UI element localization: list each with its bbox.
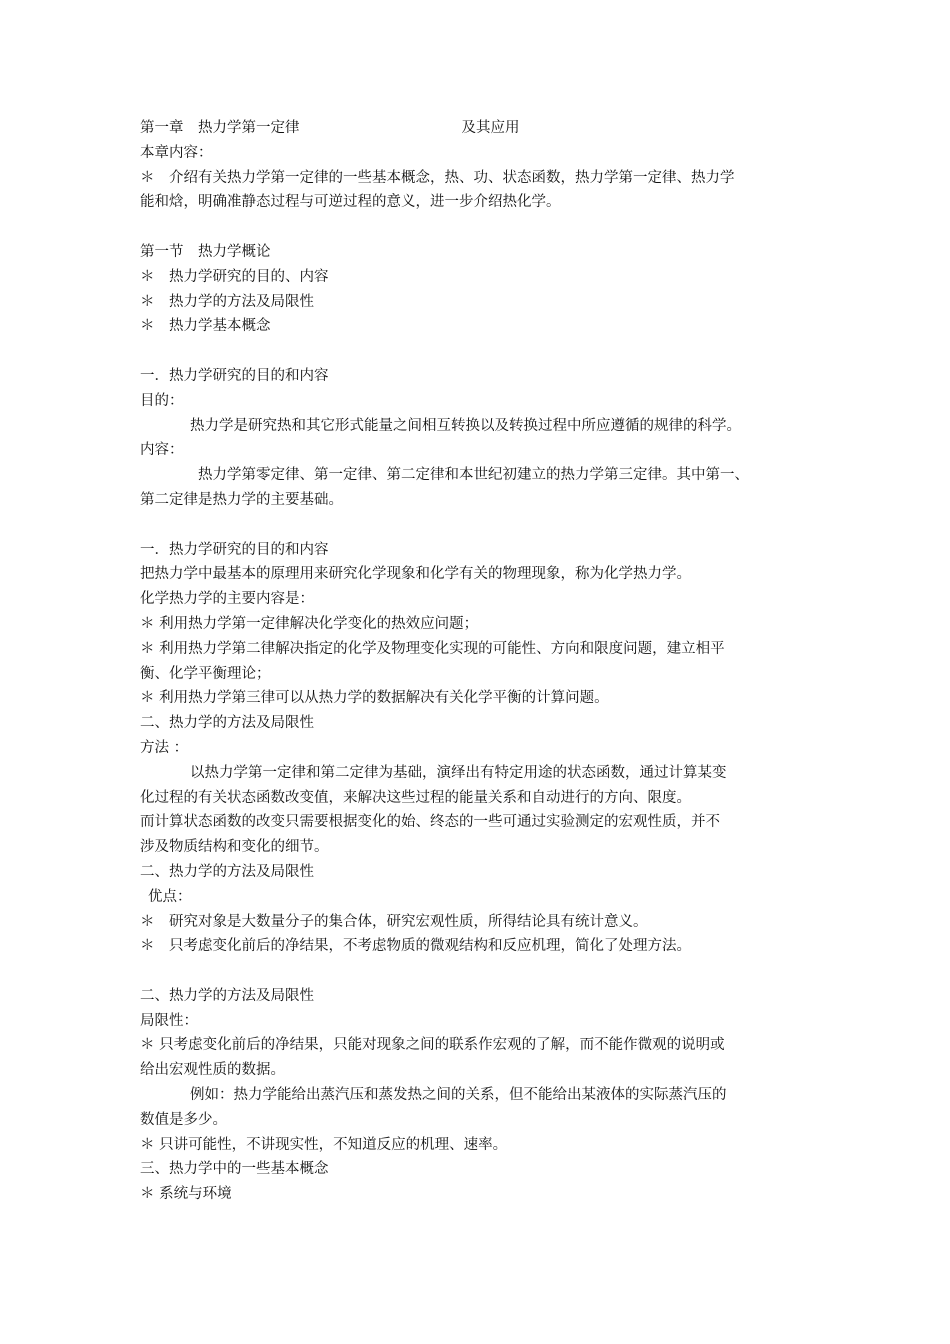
section-item: ＊ 热力学基本概念 — [140, 318, 271, 335]
advantages-heading: 二、热力学的方法及局限性 — [140, 863, 314, 880]
chem-heading: 一．热力学研究的目的和内容 — [140, 541, 329, 558]
purpose-label: 目的： — [140, 392, 184, 409]
chem-line: ＊ 利用热力学第三律可以从热力学的数据解决有关化学平衡的计算问题。 — [140, 690, 609, 707]
limitations-line: 给出宏观性质的数据。 — [140, 1062, 285, 1079]
section-item: ＊ 热力学的方法及局限性 — [140, 293, 314, 310]
method-line: 化过程的有关状态函数改变值，来解决这些过程的能量关系和自动进行的方向、限度。 — [140, 789, 691, 806]
chapter-title — [140, 116, 830, 141]
limitations-example: 例如：热力学能给出蒸汽压和蒸发热之间的关系，但不能给出某液体的实际蒸汽压的 — [190, 1087, 727, 1104]
content-text: 热力学第零定律、第一定律、第二定律和本世纪初建立的热力学第三定律。其中第一、 — [198, 467, 749, 484]
blank-line — [140, 215, 830, 240]
concepts-line: ＊ 系统与环境 — [140, 1186, 232, 1203]
limitations-line: ＊ 只讲可能性，不讲现实性，不知道反应的机理、速率。 — [140, 1136, 508, 1153]
purpose-heading: 一．热力学研究的目的和内容 — [140, 367, 329, 384]
method-line: 以热力学第一定律和第二定律为基础，演绎出有特定用途的状态函数，通过计算某变 — [190, 764, 727, 781]
blank-line — [140, 339, 830, 364]
concepts-heading: 三、热力学中的一些基本概念 — [140, 1161, 329, 1178]
method-line: 涉及物质结构和变化的细节。 — [140, 839, 329, 856]
purpose-text: 热力学是研究热和其它形式能量之间相互转换以及转换过程中所应遵循的规律的科学。 — [190, 417, 741, 434]
section-title: 第一节 热力学概论 — [140, 243, 271, 260]
summary-line: ＊ 介绍有关热力学第一定律的一些基本概念，热、功、状态函数，热力学第一定律、热力学 — [140, 169, 735, 186]
chem-line: ＊ 利用热力学第一定律解决化学变化的热效应问题； — [140, 615, 479, 632]
advantages-line: ＊ 只考虑变化前后的净结果，不考虑物质的微观结构和反应机理，简化了处理方法。 — [140, 938, 691, 955]
chapter-title-right: 及其应用 — [461, 120, 520, 136]
chem-line: ＊ 利用热力学第二律解决指定的化学及物理变化实现的可能性、方向和限度问题，建立相平 — [140, 640, 725, 657]
content-label: 内容： — [140, 442, 184, 459]
chapter-title-left: 第一章 热力学第一定律 — [140, 120, 300, 136]
advantages-line: ＊ 研究对象是大数量分子的集合体，研究宏观性质，所得结论具有统计意义。 — [140, 913, 648, 930]
section-item: ＊ 热力学研究的目的、内容 — [140, 268, 329, 285]
summary-label: 本章内容： — [140, 144, 213, 161]
limitations-heading: 二、热力学的方法及局限性 — [140, 987, 314, 1004]
content-text: 第二定律是热力学的主要基础。 — [140, 491, 343, 508]
chem-line: 把热力学中最基本的原理用来研究化学现象和化学有关的物理现象，称为化学热力学。 — [140, 566, 691, 583]
method-label: 方法 ： — [140, 739, 189, 756]
blank-line — [140, 959, 830, 984]
document-body — [140, 116, 830, 1207]
method-heading: 二、热力学的方法及局限性 — [140, 715, 314, 732]
limitations-label: 局限性： — [140, 1012, 198, 1029]
chem-line: 化学热力学的主要内容是： — [140, 591, 314, 608]
limitations-line: ＊ 只考虑变化前后的净结果，只能对现象之间的联系作宏观的了解，而不能作微观的说明或 — [140, 1037, 725, 1054]
limitations-line: 数值是多少。 — [140, 1111, 227, 1128]
advantages-label: 优点： — [148, 888, 192, 905]
summary-line: 能和焓，明确准静态过程与可逆过程的意义，进一步介绍热化学。 — [140, 194, 561, 211]
blank-line — [140, 513, 830, 538]
chem-line: 衡、化学平衡理论； — [140, 665, 271, 682]
method-line: 而计算状态函数的改变只需要根据变化的始、终态的一些可通过实验测定的宏观性质，并不 — [140, 814, 720, 831]
